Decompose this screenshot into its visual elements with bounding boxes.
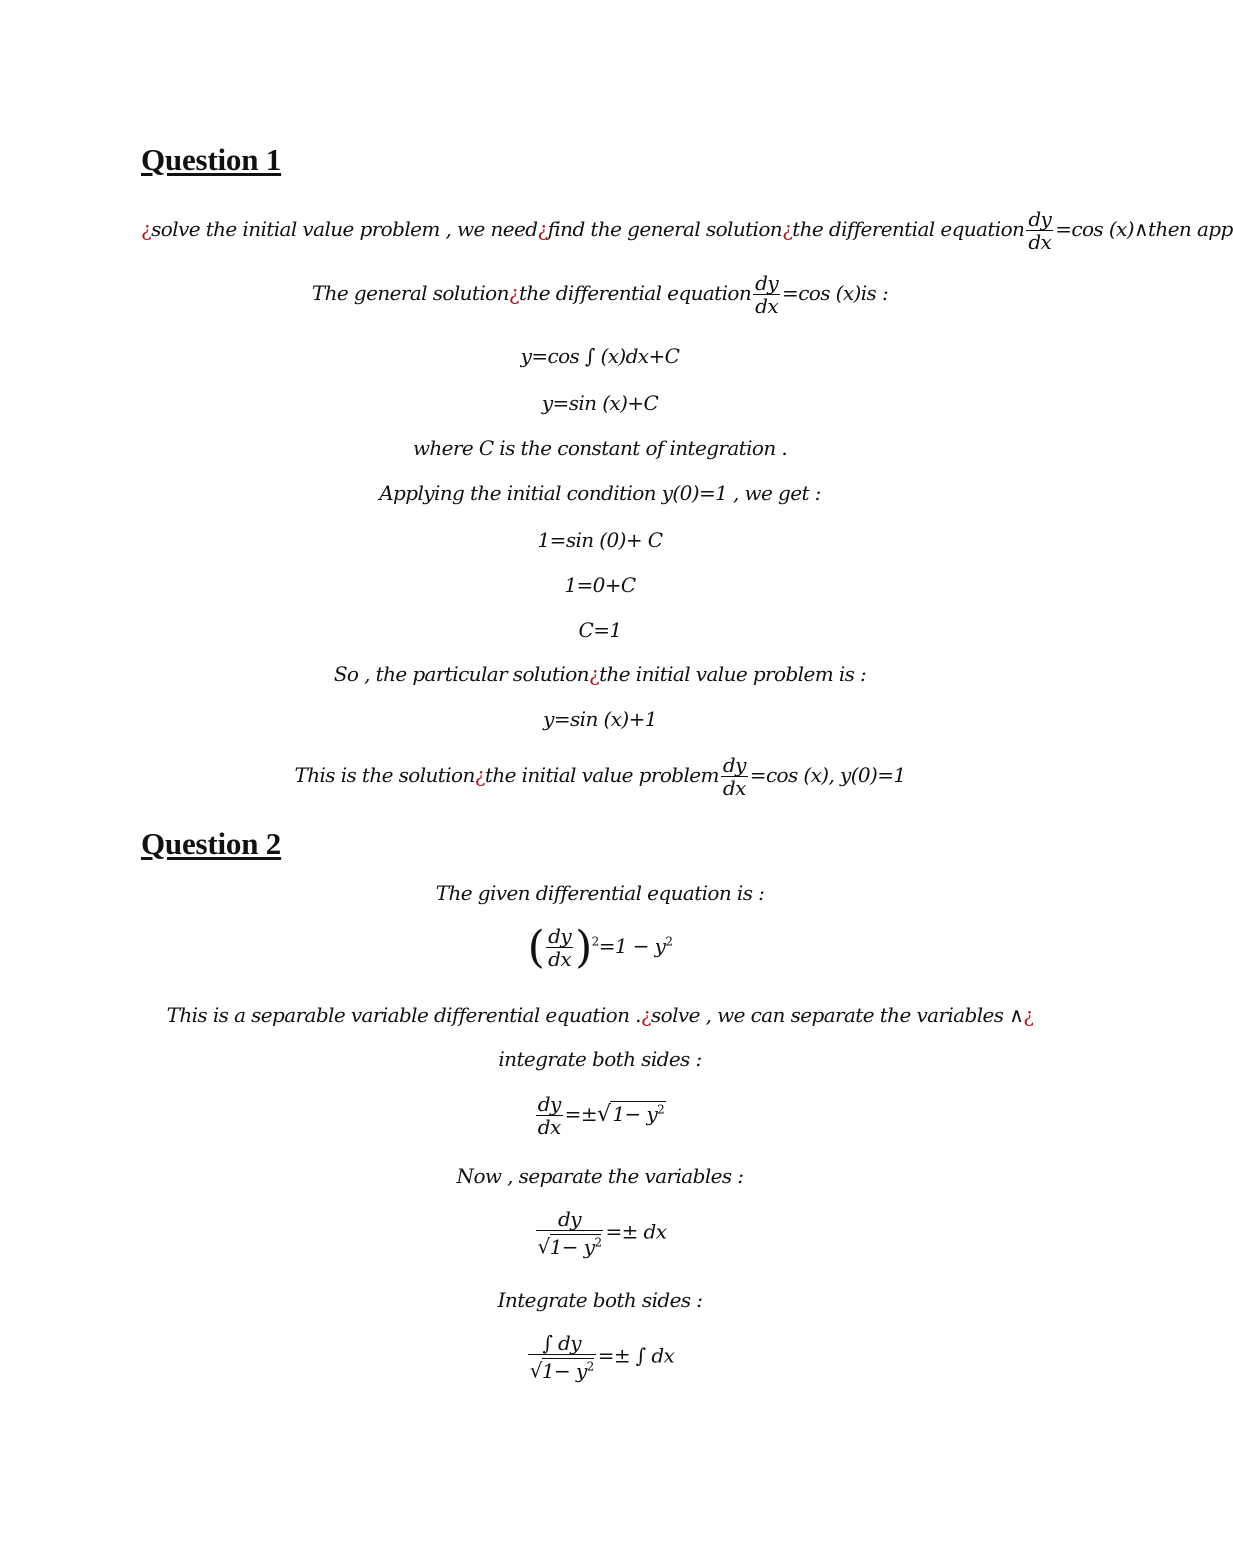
fraction-numerator: dy (537, 1092, 561, 1116)
q1-so-text-b: the initial value problem is : (599, 662, 867, 686)
radicand-exponent: 2 (586, 1359, 594, 1373)
q1-so-text-a: So , the particular solution (333, 662, 589, 686)
q1-gen-glyph: ¿ (508, 281, 519, 305)
fraction-numerator: dy (548, 924, 572, 948)
q2-separable-line (0, 1003, 1200, 1027)
q2-de-rhs-exponent: 2 (665, 934, 673, 949)
fraction-denominator: dx (753, 294, 780, 317)
q1-intro-text-c: the differential equation (792, 217, 1025, 241)
q1-intro-text-a: solve the initial value problem , we need (151, 217, 538, 241)
q1-gen-text-c: =cos (x)is : (782, 281, 889, 305)
q1-this-text-b: the initial value problem (484, 763, 719, 787)
q2-integrate-line: integrate both sides : (498, 1047, 702, 1071)
q1-intro-text-d: =cos (x)∧then app (1055, 217, 1233, 241)
fraction-numerator: dy (558, 1207, 581, 1231)
radicand-exponent: 2 (657, 1102, 665, 1117)
q1-so-glyph: ¿ (588, 662, 600, 686)
q2-e2-fraction (536, 1208, 604, 1258)
q1-intro-line (141, 208, 1233, 253)
q1-intro-glyph-2: ¿ (537, 217, 548, 241)
fraction-numerator: dy (722, 753, 746, 777)
sqrt-icon: √ (537, 1234, 550, 1259)
q2-sep-text-a: This is a separable variable differential equation . (166, 1003, 641, 1027)
radicand-text: 1− y (541, 1358, 587, 1383)
q2-e1-plusminus: =± (564, 1102, 597, 1126)
q1-intro-fraction (1026, 208, 1053, 253)
q2-e3-fraction (528, 1332, 596, 1382)
q1-applying-line: Applying the initial condition y(0)=1 , we get : (379, 481, 821, 505)
fraction-denominator (536, 1230, 604, 1258)
radicand-exponent: 2 (594, 1235, 602, 1249)
fraction-denominator: dx (546, 947, 573, 970)
q2-e1-radicand (610, 1101, 666, 1126)
q1-equation-6: y=sin (x)+1 (543, 707, 657, 731)
q1-gen-text-a: The general solution (311, 281, 509, 305)
q2-de-exponent: 2 (591, 934, 599, 949)
right-paren: ) (575, 922, 592, 973)
q2-equation-1 (0, 1093, 1200, 1138)
q1-this-text-c: =cos (x), y(0)=1 (749, 763, 906, 787)
fraction-numerator: dy (1028, 207, 1052, 231)
q2-given-line: The given differential equation is : (435, 881, 765, 905)
q1-general-solution-line (0, 272, 1200, 317)
q1-this-text-a: This is the solution (294, 763, 475, 787)
q1-this-glyph: ¿ (474, 763, 485, 787)
radicand-text: 1− y (612, 1102, 658, 1126)
q2-e3-radicand (542, 1358, 594, 1383)
q2-e1-sqrt (597, 1102, 666, 1127)
q1-conclusion-line (0, 754, 1200, 799)
q2-sep-text-b: solve , we can separate the variables ∧ (651, 1003, 1024, 1027)
q2-sep-glyph-2: ¿ (1023, 1003, 1034, 1027)
q1-equation-3: 1=sin (0)+ C (537, 528, 663, 552)
q1-intro-glyph: ¿ (141, 217, 152, 241)
q2-e3-rhs: =± ∫ dx (597, 1343, 675, 1368)
q1-particular-line (0, 662, 1200, 686)
q1-equation-5: C=1 (578, 618, 622, 642)
radicand-text: 1− y (549, 1234, 595, 1259)
q2-e2-radicand (550, 1234, 602, 1259)
q2-equation-3 (0, 1332, 1200, 1382)
fraction-denominator: dx (721, 776, 748, 799)
sqrt-icon: √ (529, 1358, 542, 1383)
q1-intro-glyph-3: ¿ (782, 217, 793, 241)
q2-sep-glyph: ¿ (640, 1003, 652, 1027)
q2-de-rhs: =1 − y (598, 934, 666, 958)
q1-intro-text-b: find the general solution (547, 217, 783, 241)
question-2-heading: Question 2 (141, 826, 282, 861)
q1-gen-fraction (753, 272, 780, 317)
q1-equation-2: y=sin (x)+C (541, 391, 659, 415)
q2-e2-rhs: =± dx (605, 1219, 667, 1244)
q1-this-fraction (721, 754, 748, 799)
fraction-denominator: dx (536, 1115, 563, 1138)
sqrt-icon: √ (597, 1102, 611, 1127)
q2-differential-equation (0, 922, 1200, 973)
q2-integrate-both-line: Integrate both sides : (497, 1288, 703, 1312)
q2-de-fraction (546, 925, 573, 970)
q2-e1-fraction (536, 1093, 563, 1138)
question-1-heading: Question 1 (141, 142, 282, 177)
fraction-denominator: dx (1026, 230, 1053, 253)
q2-equation-2 (0, 1208, 1200, 1258)
q2-now-line: Now , separate the variables : (456, 1164, 744, 1188)
q1-equation-4: 1=0+C (564, 573, 636, 597)
fraction-numerator: dy (755, 271, 779, 295)
fraction-numerator: ∫ dy (542, 1331, 581, 1355)
q1-where-line: where C is the constant of integration . (412, 436, 788, 460)
left-paren: ( (527, 922, 545, 973)
q1-equation-1: y=cos ∫ (x)dx+C (520, 344, 680, 368)
fraction-denominator (528, 1354, 596, 1382)
q1-gen-text-b: the differential equation (518, 281, 752, 305)
